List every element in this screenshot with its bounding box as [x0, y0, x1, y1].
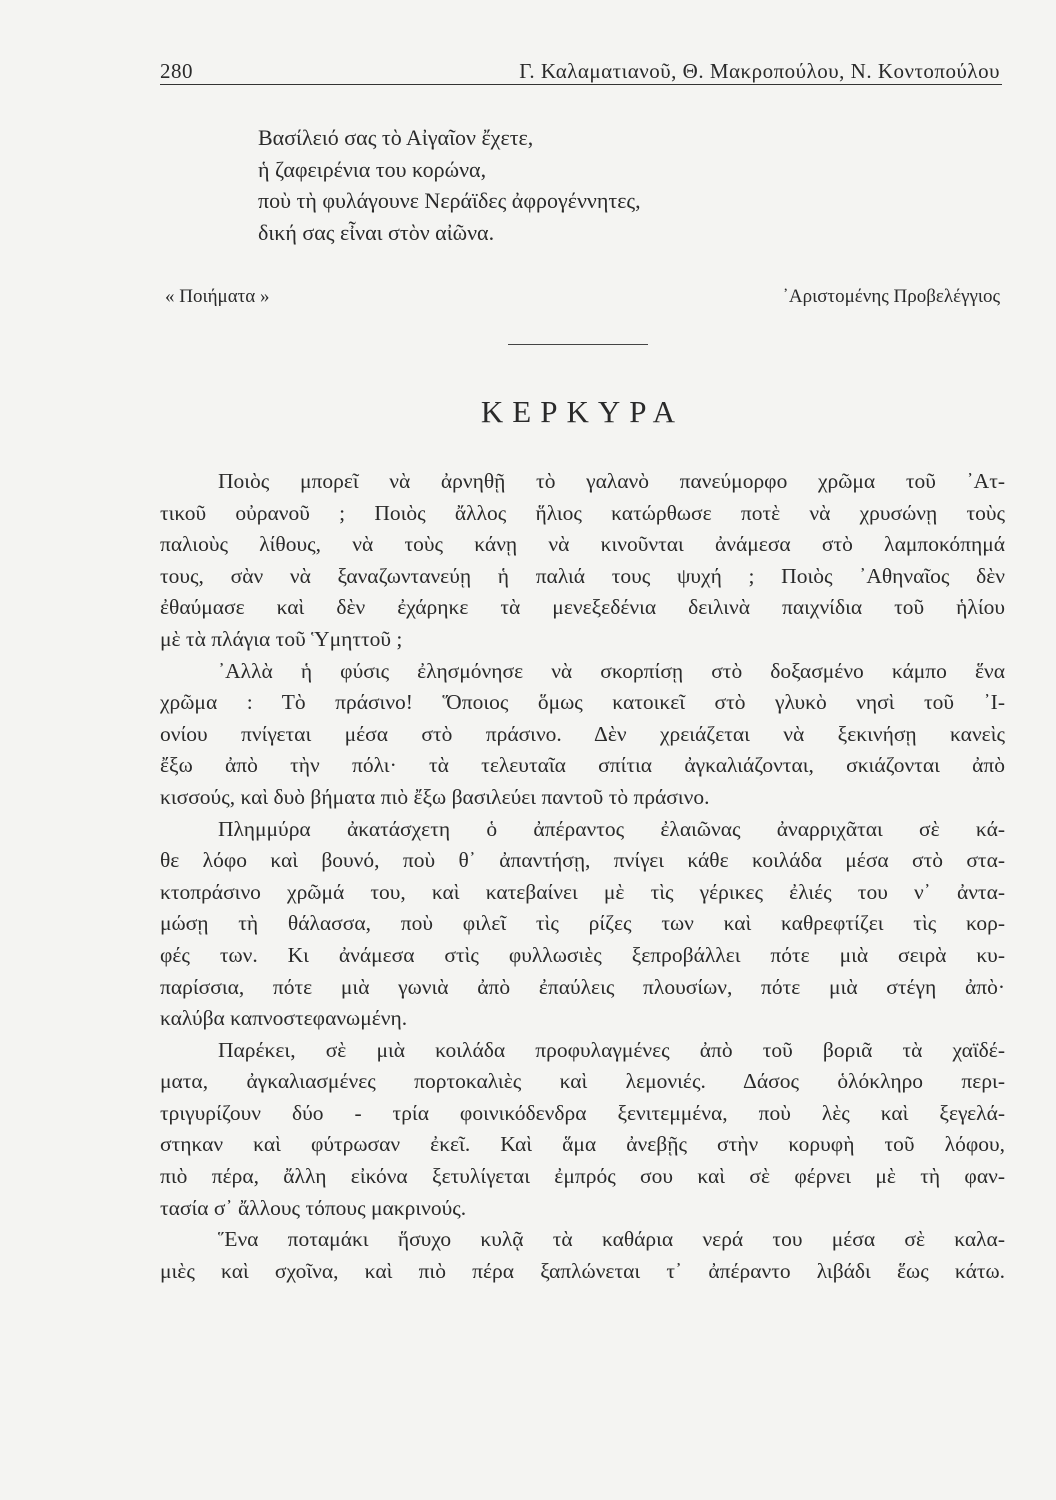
text-line: χρῶμα : Τὸ πράσινο! Ὅποιος ὅμως κατοικεῖ στὸ γλυκὸ νησὶ τοῦ ᾿Ι-: [160, 690, 1005, 715]
text-line: Παρέκει, σὲ μιὰ κοιλάδα προφυλαγμένες ἀπὸ τοῦ βοριᾶ τὰ χαϊδέ-: [218, 1037, 1005, 1062]
paragraph: [160, 1035, 1005, 1225]
text-line: φές των. Κι ἀνάμεσα στὶς φυλλωσιὲς ξεπροβάλλει πότε μιὰ σειρὰ κυ-: [160, 942, 1005, 967]
section-title: ΚΕΡΚΥΡΑ: [480, 394, 685, 429]
text-line: πιὸ πέρα, ἄλλη εἰκόνα ξετυλίγεται ἐμπρός σου καὶ σὲ φέρνει μὲ τὴ φαν-: [160, 1164, 1005, 1189]
page-number: 280: [160, 59, 193, 83]
text-line: μώσῃ τὴ θάλασσα, ποὺ φιλεῖ τὶς ρίζες των καὶ καθρεφτίζει τὶς κορ-: [160, 911, 1005, 936]
text-line: ᾿Αλλὰ ἡ φύσις ἐλησμόνησε νὰ σκορπίσῃ στὸ δοξασμένο κάμπο ἕνα: [218, 658, 1005, 683]
text-line: τασία σ᾿ ἄλλους τόπους μακρινούς.: [160, 1195, 467, 1220]
text-line: ματα, ἀγκαλιασμένες πορτοκαλιὲς καὶ λεμονιές. Δάσος ὁλόκληρο περι-: [160, 1069, 1005, 1094]
paragraph: [160, 656, 1005, 814]
text-line: ονίου πνίγεται μέσα στὸ πράσινο. Δὲν χρειάζεται νὰ ξεκινήσῃ κανεὶς: [160, 721, 1005, 746]
running-title: Γ. Καλαματιανοῦ, Θ. Μακροπούλου, Ν. Κοντοπούλου: [519, 59, 1000, 83]
epigraph-poem: [258, 122, 858, 248]
running-header: [160, 44, 1000, 84]
text-line: Ἕνα ποταμάκι ἥσυχο κυλᾷ τὰ καθάρια νερά του μέσα σὲ καλα-: [218, 1227, 1005, 1252]
poem-line: δική σας εἶναι στὸν αἰῶνα.: [258, 219, 495, 245]
paragraph: [160, 466, 1005, 656]
poem-citation: [165, 286, 1000, 308]
text-line: τριγυρίζουν δύο - τρία φοινικόδενδρα ξενιτεμμένα, ποὺ λὲς καὶ ξεγελά-: [160, 1100, 1005, 1125]
paragraph: [160, 814, 1005, 1035]
text-line: κτοπράσινο χρῶμά του, καὶ κατεβαίνει μὲ τὶς γέρικες ἐλιές του ν᾿ ἀντα-: [160, 879, 1005, 904]
text-line: τικοῦ οὐρανοῦ ; Ποιὸς ἄλλος ἥλιος κατώρθωσε ποτὲ νὰ χρυσώνῃ τοὺς: [160, 500, 1005, 525]
text-line: καλύβα καπνοστεφανωμένη.: [160, 1006, 408, 1031]
poem-line: Βασίλειό σας τὸ Αἰγαῖον ἔχετε,: [258, 125, 534, 150]
text-line: στηκαν καὶ φύτρωσαν ἐκεῖ. Καὶ ἅμα ἀνεβῇς στὴν κορυφὴ τοῦ λόφου,: [160, 1132, 1005, 1157]
poem-author: ᾿Αριστομένης Προβελέγγιος: [782, 286, 1000, 307]
text-line: κισσούς, καὶ δυὸ βήματα πιὸ ἔξω βασιλεύει παντοῦ τὸ πράσινο.: [160, 784, 710, 809]
text-line: τους, σὰν νὰ ξαναζωντανεύῃ ἡ παλιά τους ψυχή ; Ποιὸς ᾿Αθηναῖος δὲν: [160, 563, 1005, 588]
text-line: ἐθαύμασε καὶ δὲν ἐχάρηκε τὰ μενεξεδένια δειλινὰ παιχνίδια τοῦ ἡλίου: [160, 595, 1005, 620]
text-line: Πλημμύρα ἀκατάσχετη ὁ ἀπέραντος ἐλαιῶνας ἀναρριχᾶται σὲ κά-: [218, 816, 1005, 841]
text-line: ἔξω ἀπὸ τὴν πόλι· τὰ τελευταῖα σπίτια ἀγκαλιάζονται, σκιάζονται ἀπὸ: [160, 753, 1005, 778]
section-divider: [508, 344, 648, 345]
poem-source: « Ποιήματα »: [165, 286, 270, 307]
header-rule: [160, 84, 1002, 85]
poem-line: ποὺ τὴ φυλάγουνε Νεράϊδες ἀφρογέννητες,: [258, 188, 641, 213]
body-text: [160, 466, 1005, 1287]
text-line: θε λόφο καὶ βουνό, ποὺ θ᾿ ἀπαντήσῃ, πνίγει κάθε κοιλάδα μέσα στὸ στα-: [160, 848, 1005, 873]
text-line: παλιοὺς λίθους, νὰ τοὺς κάνῃ νὰ κινοῦνται ἀνάμεσα στὸ λαμποκόπημά: [160, 532, 1005, 557]
text-line: Ποιὸς μπορεῖ νὰ ἀρνηθῇ τὸ γαλανὸ πανεύμορφο χρῶμα τοῦ ᾿Ατ-: [218, 469, 1005, 493]
paragraph: [160, 1224, 1005, 1287]
poem-line: ἡ ζαφειρένια του κορώνα,: [258, 156, 487, 182]
text-line: παρίσσια, πότε μιὰ γωνιὰ ἀπὸ ἐπαύλεις πλουσίων, πότε μιὰ στέγη ἀπὸ·: [160, 974, 1005, 999]
text-line: μιὲς καὶ σχοῖνα, καὶ πιὸ πέρα ξαπλώνεται τ᾿ ἀπέραντο λιβάδι ἕως κάτω.: [160, 1258, 1005, 1283]
text-line: μὲ τὰ πλάγια τοῦ Ὑμηττοῦ ;: [160, 626, 403, 651]
